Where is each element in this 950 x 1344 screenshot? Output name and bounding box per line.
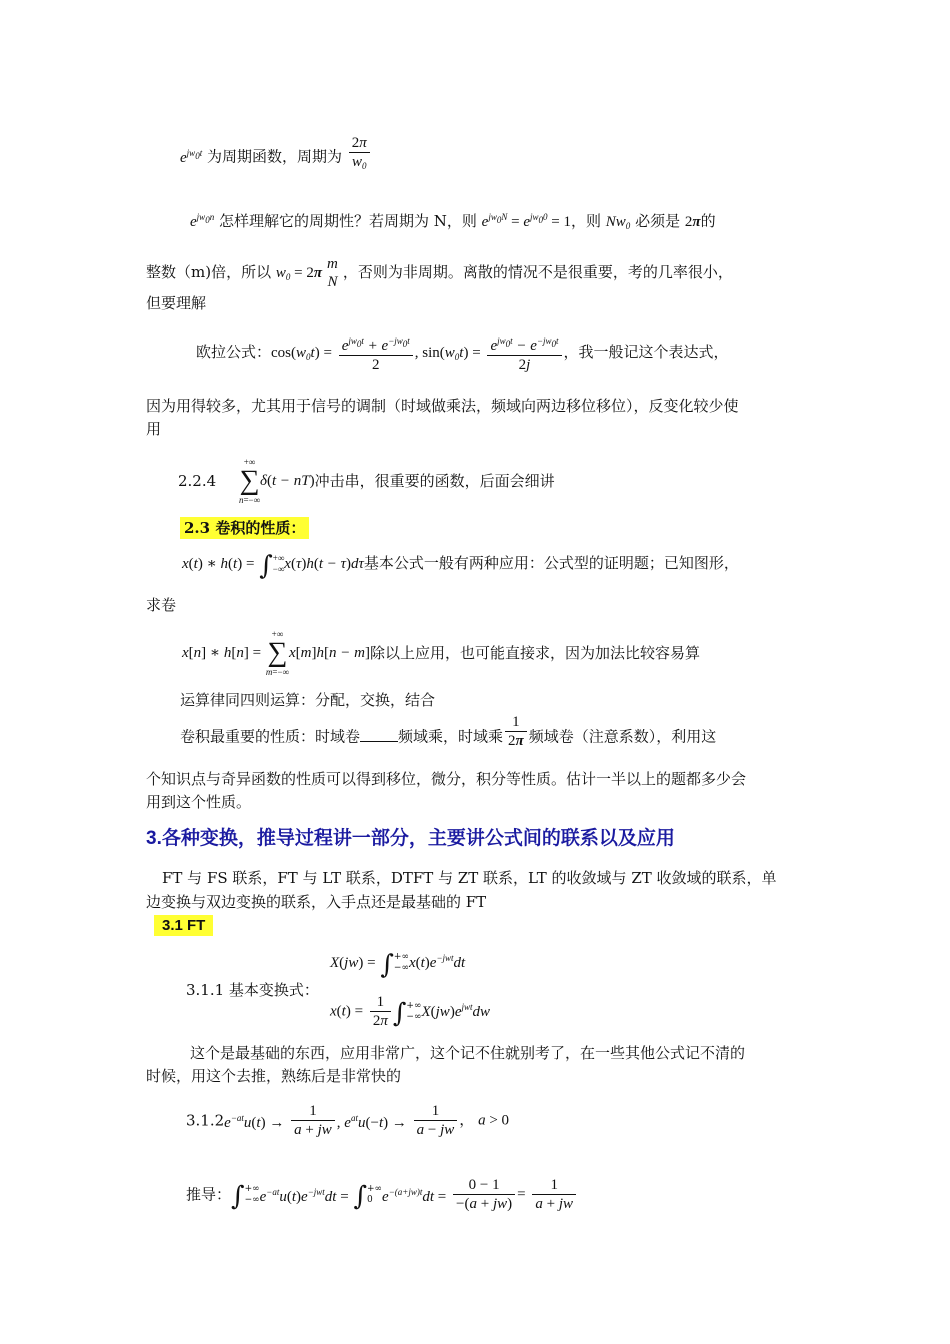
convolution-property-text-a: 卷积最重要的性质：时域卷 bbox=[180, 727, 361, 746]
periodic-function-line: $e^{jw_0t}$ 为周期函数，周期为 $\frac{2\pi}{w_0}$ bbox=[180, 140, 372, 175]
section-2-3-heading bbox=[180, 518, 309, 538]
transform-relations-text: FT 与 FS 联系，FT 与 LT 联系，DTFT 与 ZT 联系，LT 的收敛域与 ZT 收敛域的联系，单 bbox=[162, 869, 777, 887]
discrete-period-text-c: 必须是 bbox=[635, 212, 681, 230]
discrete-period-line: $e^{jw_0n}$ 怎样理解它的周期性？若周期为 N，则 $e^{jw_0N} = e^{jw_00} = 1$，则 $Nw_0$ 必须是 2π的 bbox=[190, 212, 716, 231]
impulse-train-number: 2.2.4 bbox=[178, 472, 217, 490]
basic-note-text: 这个是最基础的东西，应用非常广，这个记不住就别考了，在一些其他公式记不清的 bbox=[190, 1044, 746, 1062]
impulse-train-line: 2.2.4 +∞ ∑ n=−∞ δ(t − nT)冲击串，很重要的函数，后面会细讲 bbox=[178, 457, 555, 505]
convolution-integral-line: x(t) ∗ h(t) = ∫+∞ −∞x(τ)h(t − τ)dτ基本公式一般有两种应用：公式型的证明题；已知图形， bbox=[182, 551, 739, 581]
section-2-3-title: 2.3 卷积的性质： bbox=[180, 517, 309, 539]
basic-transform-label: 3.1.1 基本变换式： bbox=[186, 981, 319, 999]
basic-note-line bbox=[190, 1043, 745, 1063]
understand-line bbox=[146, 293, 206, 313]
transform-relations-text-2: 边变换与双边变换的联系，入手点还是最基础的 FT bbox=[146, 893, 487, 911]
convolution-property-line-2 bbox=[146, 769, 746, 789]
convolution-integral-text: 基本公式一般有两种应用：公式型的证明题；已知图形， bbox=[363, 554, 739, 572]
basic-transform-label-line bbox=[186, 980, 319, 1000]
derivation-label: 推导： bbox=[186, 1185, 232, 1204]
convolution-integral-text-2: 求卷 bbox=[146, 596, 177, 614]
section-3-1-heading bbox=[154, 915, 213, 936]
discrete-period-text-d: 的 bbox=[700, 212, 716, 230]
discrete-period-text-b: ，则 bbox=[570, 212, 601, 230]
integer-multiple-text-b: ，否则为非周期。离散的情况不是很重要，考的几率很小， bbox=[342, 263, 733, 281]
convolution-property-text-b: 频域乘，时域乘 bbox=[398, 727, 504, 746]
modulation-line-2 bbox=[146, 419, 161, 439]
blank-underline bbox=[360, 729, 398, 742]
ft-forward-formula: X(jw) = ∫+∞ $-\infty x(t)e^{-jwt}dt$ bbox=[330, 950, 466, 980]
modulation-line bbox=[146, 396, 739, 416]
modulation-text: 因为用得较多，尤其用于信号的调制（时域做乘法，频域向两边移位移位），反变化较少使 bbox=[146, 397, 739, 415]
convolution-property-line: 卷积最重要的性质：时域卷 频域乘，时域乘 $\frac{1}{2\pi}$ 频域卷（注意系数），利用这 bbox=[180, 714, 717, 749]
convolution-sum-line: x[n] ∗ h[n] = +∞ ∑ m=−∞ x[m]h[n − m]除以上应用，也可能直接求，因为加法比较容易算 bbox=[182, 629, 700, 677]
transform-relations-line bbox=[162, 868, 777, 888]
basic-note-text-2: 时候，用这个去推，熟练后是非常快的 bbox=[146, 1067, 402, 1085]
derivation-line: 推导：∫+∞ $-\infty e^{-at}u(t)e^{-jwt}dt$ = ∫+∞ 0 $e^{-(a+jw)t}dt$ = $\frac{0 - 1}{-(a + jw)}$ = $\frac{1}{a + jw}$ bbox=[186, 1176, 578, 1213]
section-3-title: 3.各种变换，推导过程讲一部分，主要讲公式间的联系以及应用 bbox=[146, 828, 675, 849]
integer-multiple-line: 整数（m)倍，所以 $w_0 = 2\pi$ m N ，否则为非周期。离散的情况不是很重要，考的几率很小， bbox=[146, 256, 733, 290]
euler-label: 欧拉公式： bbox=[196, 343, 272, 361]
understand-text: 但要理解 bbox=[146, 294, 207, 312]
convolution-property-text-3: 用到这个性质。 bbox=[146, 793, 252, 811]
euler-tail: ，我一般记这个表达式， bbox=[563, 343, 729, 361]
convolution-property-line-3 bbox=[146, 792, 251, 812]
section-3-1-title: 3.1 FT bbox=[154, 915, 213, 936]
periodic-text: 为周期函数，周期为 bbox=[206, 147, 342, 166]
exponential-pair-line: $3.1.2e^{-at}u(t)$ → $\frac{1}{a + jw}$ , $e^{at}u(-t)$ → $\frac{1}{a - jw}$ ， a > 0 bbox=[186, 1103, 510, 1138]
ft-inverse-formula: x(t) = $\frac{1}{2\pi}$ ∫+∞ $-\infty X(jw)e^{jwt}dw$ bbox=[330, 994, 491, 1029]
convolution-sum-text: 除以上应用，也可能直接求，因为加法比较容易算 bbox=[369, 644, 700, 662]
algebra-rules-line bbox=[180, 690, 435, 710]
exponential-pair-label: 3.1.2 bbox=[186, 1111, 225, 1130]
euler-formula-line: 欧拉公式：$\cos(w_0t)$ = $\frac{e^{jw_0t} + e^{-jw_0t}}{2}$ , $\sin(w_0t)$ = $\frac{e^{jw_0t} - e^{-jw_0t}}{2j}$ ，我一般记这个表达式， bbox=[196, 332, 729, 374]
impulse-train-text: 冲击串，很重要的函数，后面会细讲 bbox=[314, 472, 555, 490]
discrete-period-text-a: 怎样理解它的周期性？若周期为 N，则 bbox=[218, 212, 477, 230]
section-3-heading bbox=[146, 826, 675, 852]
integer-multiple-text-a: 整数（m)倍，所以 bbox=[146, 263, 272, 281]
algebra-rules-text: 运算律同四则运算：分配，交换，结合 bbox=[180, 691, 436, 709]
convolution-property-text-c: 频域卷（注意系数），利用这 bbox=[528, 727, 717, 746]
convolution-integral-line-2 bbox=[146, 595, 176, 615]
modulation-text-2: 用 bbox=[146, 420, 162, 438]
basic-note-line-2 bbox=[146, 1066, 401, 1086]
transform-relations-line-2 bbox=[146, 892, 486, 912]
convolution-property-text-2: 个知识点与奇异函数的性质可以得到移位，微分，积分等性质。估计一半以上的题都多少会 bbox=[146, 770, 747, 788]
